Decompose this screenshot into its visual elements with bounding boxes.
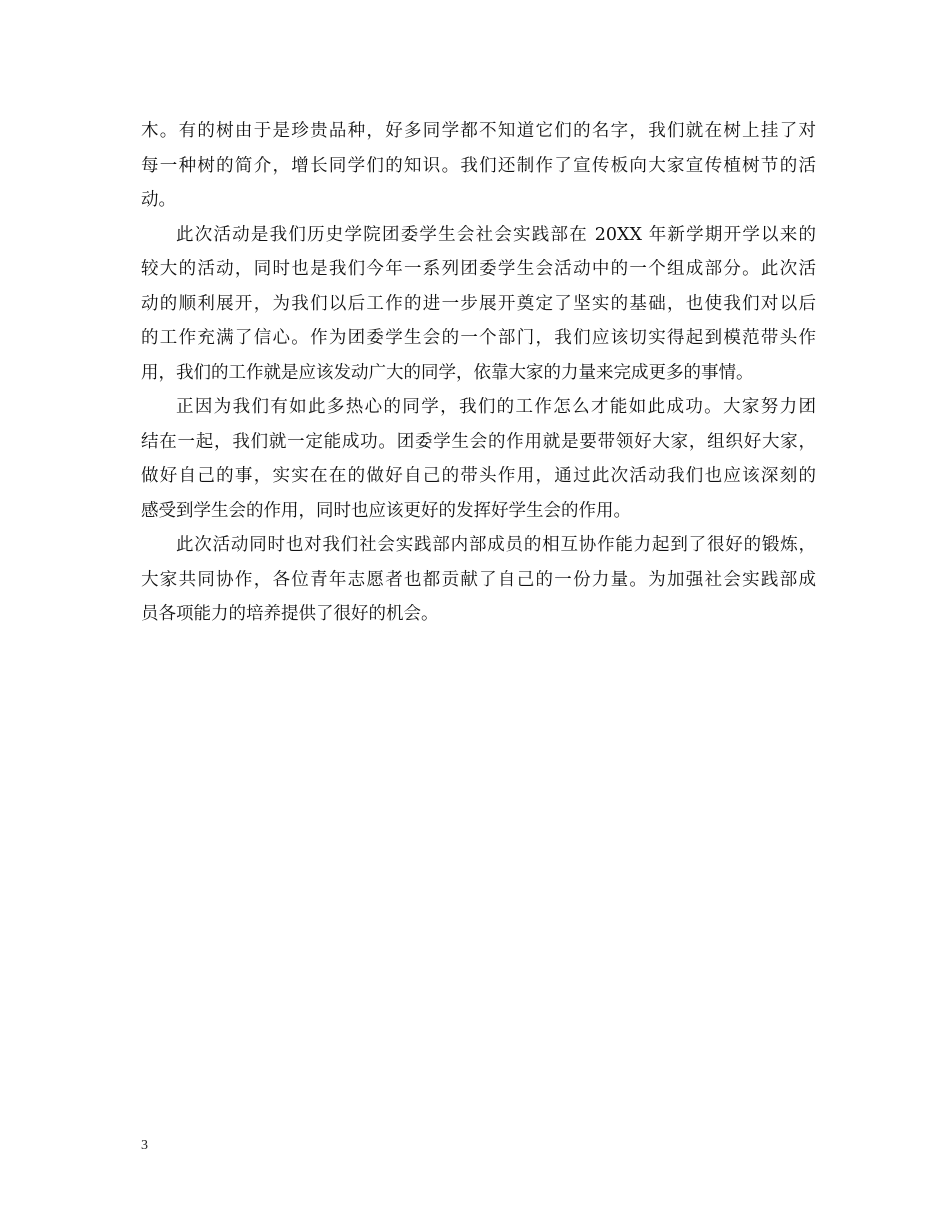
text-line: 做好自己的事，实实在在的做好自己的带头作用，通过此次活动我们也应该深刻的: [141, 466, 816, 486]
text-line: 感受到学生会的作用，同时也应该更好的发挥好学生会的作用。: [141, 500, 631, 521]
paragraph-first-line: 此次活动同时也对我们社会实践部内部成员的相互协作能力起到了很好的锻炼，: [176, 535, 816, 555]
body-text: [141, 114, 816, 632]
text-line: 每一种树的简介，增长同学们的知识。我们还制作了宣传板向大家宣传植树节的活: [141, 155, 816, 176]
text-line: 员各项能力的培养提供了很好的机会。: [141, 604, 439, 624]
text-line: 结在一起，我们就一定能成功。团委学生会的作用就是要带领好大家，组织好大家，: [141, 431, 816, 452]
text-line: 用，我们的工作就是应该发动广大的同学，依靠大家的力量来完成更多的事情。: [141, 362, 754, 383]
text-line: 较大的活动，同时也是我们今年一系列团委学生会活动中的一个组成部分。此次活: [141, 259, 816, 279]
text-line: 木。有的树由于是珍贵品种，好多同学都不知道它们的名字，我们就在树上挂了对: [141, 121, 816, 141]
paragraph-first-line: 正因为我们有如此多热心的同学，我们的工作怎么才能如此成功。大家努力团: [176, 397, 816, 417]
text-line: 动。: [141, 190, 176, 210]
text-line: 大家共同协作，各位青年志愿者也都贡献了自己的一份力量。为加强社会实践部成: [141, 569, 816, 590]
paragraph-first-line: 此次活动是我们历史学院团委学生会社会实践部在 20XX 年新学期开学以来的: [176, 224, 816, 245]
text-line: 的工作充满了信心。作为团委学生会的一个部门，我们应该切实得起到模范带头作: [141, 328, 816, 348]
page-number: 3: [141, 1138, 148, 1153]
text-line: 动的顺利展开，为我们以后工作的进一步展开奠定了坚实的基础，也使我们对以后: [141, 293, 816, 314]
